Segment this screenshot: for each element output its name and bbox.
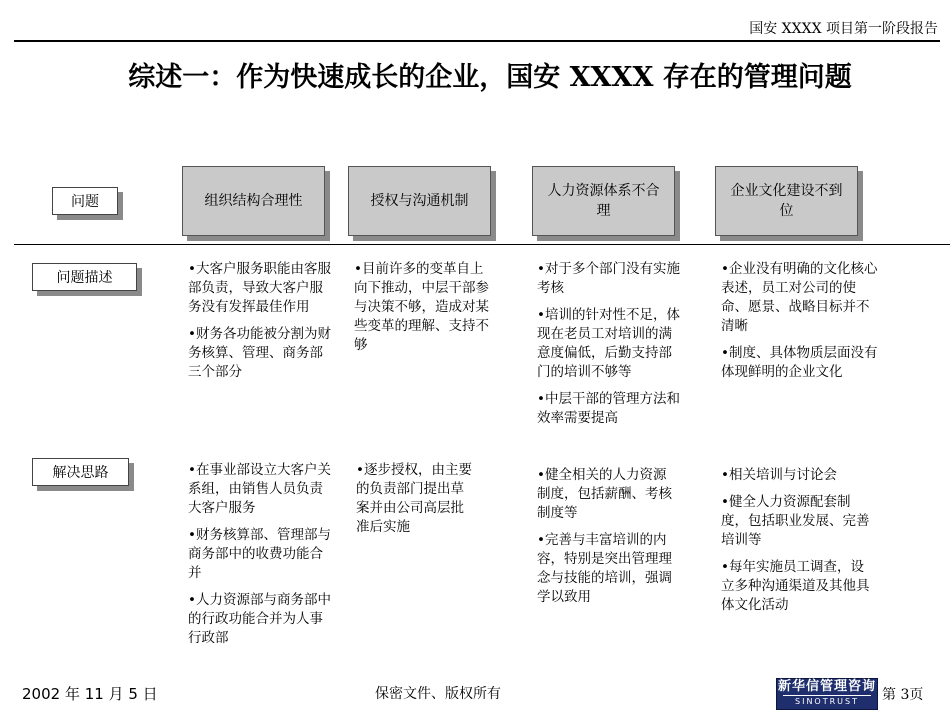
bullet-point: •财务核算部、管理部与商务部中的收费功能合并 xyxy=(188,527,331,581)
page-number: 第 3页 xyxy=(882,687,924,703)
solution-cell-hr-system xyxy=(537,466,679,615)
column-header-culture: 企业文化建设不到位 xyxy=(715,166,858,236)
header-title: 国安 XXXX 项目第一阶段报告 xyxy=(749,21,938,37)
bullet-point: •财务各功能被分割为财务核算、管理、商务部三个部分 xyxy=(188,326,331,380)
description-cell-org-structure xyxy=(188,260,333,390)
bullet-point: •完善与丰富培训的内容，特别是突出管理理念与技能的培训，强调学以致用 xyxy=(537,532,672,605)
bullet-point: •人力资源部与商务部中的行政功能合并为人事行政部 xyxy=(188,592,331,646)
bullet-point: •对于多个部门没有实施考核 xyxy=(537,261,680,296)
logo-chinese-name: 新华信管理咨询 xyxy=(777,679,876,694)
bullet-point: •在事业部设立大客户关系组，由销售人员负责大客户服务 xyxy=(188,462,331,516)
header-rule xyxy=(14,40,940,42)
company-logo xyxy=(776,678,878,710)
bullet-point: •中层干部的管理方法和效率需要提高 xyxy=(537,391,680,426)
bullet-point: •培训的针对性不足，体现在老员工对培训的满意度偏低，后勤支持部门的培训不够等 xyxy=(537,307,680,380)
bullet-point: •大客户服务职能由客服部负责，导致大客户服务没有发挥最佳作用 xyxy=(188,261,331,315)
description-cell-hr-system xyxy=(537,260,682,436)
bullet-point: •企业没有明确的文化核心表述，员工对公司的使命、愿景、战略目标并不清晰 xyxy=(721,261,878,334)
solution-cell-culture xyxy=(721,466,873,623)
bullet-point: •相关培训与讨论会 xyxy=(721,467,837,483)
slide-title: 综述一：作为快速成长的企业，国安 XXXX 存在的管理问题 xyxy=(128,62,852,93)
logo-english-name: SINOTRUST xyxy=(783,695,871,707)
description-cell-authorization xyxy=(354,260,494,363)
solution-cell-org-structure xyxy=(188,461,333,656)
footer-date: 2002 年 11 月 5 日 xyxy=(22,685,158,703)
footer-confidential: 保密文件、版权所有 xyxy=(375,686,501,702)
column-header-hr-system: 人力资源体系不合理 xyxy=(532,166,675,236)
row-label-solution: 解决思路 xyxy=(32,458,129,486)
column-header-org-structure: 组织结构合理性 xyxy=(182,166,325,236)
bullet-point: •健全相关的人力资源制度，包括薪酬、考核制度等 xyxy=(537,467,672,521)
bullet-point: •健全人力资源配套制度，包括职业发展、完善培训等 xyxy=(721,494,870,548)
description-cell-culture xyxy=(721,260,881,390)
bullet-point: •逐步授权，由主要的负责部门提出草案并由公司高层批准后实施 xyxy=(356,462,472,535)
section-divider xyxy=(14,244,950,245)
solution-cell-authorization xyxy=(356,461,474,545)
row-label-problem: 问题 xyxy=(52,187,118,215)
bullet-point: •目前许多的变革自上向下推动，中层干部参与决策不够，造成对某些变革的理解、支持不够 xyxy=(354,261,489,353)
bullet-point: •每年实施员工调查，设立多种沟通渠道及其他具体文化活动 xyxy=(721,559,870,613)
bullet-point: •制度、具体物质层面没有体现鲜明的企业文化 xyxy=(721,345,878,380)
row-label-description: 问题描述 xyxy=(32,263,137,291)
column-header-authorization: 授权与沟通机制 xyxy=(348,166,491,236)
